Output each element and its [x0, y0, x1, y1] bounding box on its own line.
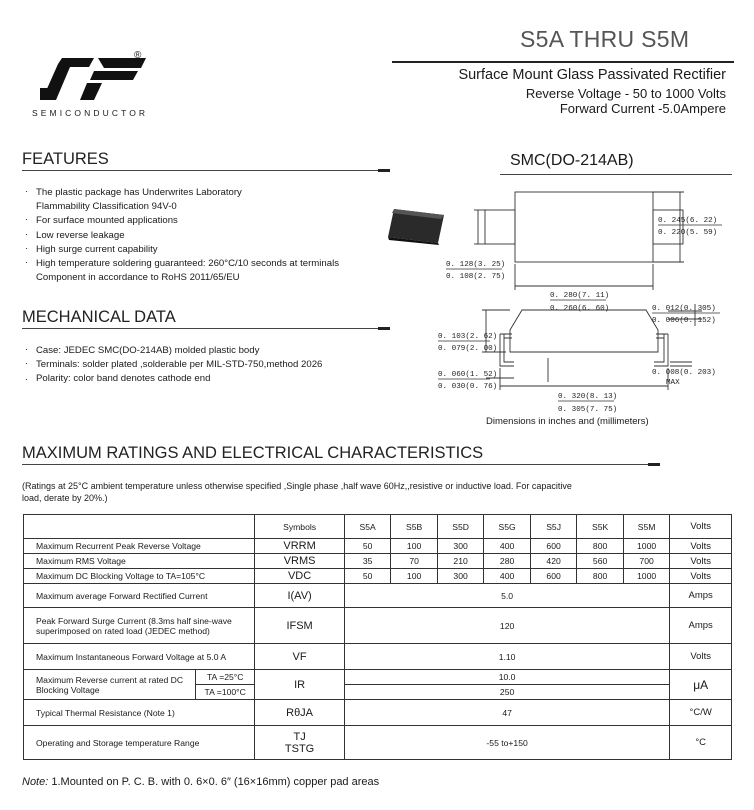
list-item: · Terminals: solder plated ,solderable per MIL-STD-750,method 2026	[25, 358, 323, 371]
list-item: · The plastic package has Underwrites Laboratory	[25, 186, 242, 198]
table-row: Typical Thermal Resistance (Note 1) RθJA 47 °C/W	[24, 700, 732, 726]
dim-label: 0. 008(0. 203)	[652, 369, 716, 377]
product-subtitle: Surface Mount Glass Passivated Rectifier	[458, 67, 726, 83]
list-item: Flammability Classification 94V-0	[36, 201, 177, 213]
dim-label: 0. 280(7. 11)	[550, 292, 610, 300]
dimensions-caption: Dimensions in inches and (millimeters)	[486, 416, 649, 427]
package-title: SMC(DO-214AB)	[510, 152, 634, 169]
header-part: S5K	[577, 515, 624, 539]
table-row: Maximum Recurrent Peak Reverse Voltage VRRM 50 100 300 400 600 800 1000 Volts	[24, 539, 732, 554]
table-row: Peak Forward Surge Current (8.3ms half sine-wave superimposed on rated load (JEDEC method) IFSM 120 Amps	[24, 608, 732, 644]
header-part: S5B	[391, 515, 438, 539]
header-units: Volts	[670, 515, 732, 539]
table-row: Maximum RMS Voltage VRMS 35 70 210 280 420 560 700 Volts	[24, 554, 732, 569]
mechanical-heading: MECHANICAL DATA	[22, 308, 176, 326]
ratings-note: (Ratings at 25°C ambient temperature unless otherwise specified ,Single phase ,half wave 60Hz,,resistive or inductive load. For capacitive load, derate by 20%.)	[22, 481, 572, 503]
list-item: · High surge current capability	[25, 242, 158, 255]
header-part: S5A	[344, 515, 391, 539]
reverse-voltage-spec: Reverse Voltage - 50 to 1000 Volts	[525, 86, 726, 101]
footnote: Note: 1.Mounted on P. C. B. with 0. 6×0. 6″ (16×16mm) copper pad areas	[22, 776, 380, 788]
list-item: · High temperature soldering guaranteed: 260°C/10 seconds at terminals	[25, 257, 340, 270]
package-dimension-drawing	[430, 182, 730, 418]
part-range-title: S5A THRU S5M	[520, 26, 690, 52]
features-rule-tick	[378, 169, 390, 172]
table-row: Operating and Storage temperature Range TJ TSTG -55 to+150 °C	[24, 726, 732, 760]
list-item: · Low reverse leakage	[25, 228, 125, 241]
list-item: · For surface mounted applications	[25, 214, 178, 227]
dim-label: 0. 260(6. 60)	[550, 305, 610, 313]
features-rule	[22, 170, 390, 171]
dim-label: 0. 012(0. 305)	[652, 305, 716, 313]
header-part: S5M	[623, 515, 670, 539]
ratings-heading: MAXIMUM RATINGS AND ELECTRICAL CHARACTERISTICS	[22, 444, 484, 462]
dim-label: 0. 320(8. 13)	[558, 393, 618, 401]
mechanical-list	[22, 344, 402, 387]
ratings-rule-tick	[648, 463, 660, 466]
table-row: Maximum DC Blocking Voltage to TA=105°C VDC 50 100 300 400 600 800 1000 Volts	[24, 569, 732, 584]
list-item: . Polarity: color band denotes cathode end	[25, 372, 211, 385]
dim-label: 0. 006(0. 152)	[652, 317, 716, 325]
features-heading: FEATURES	[22, 150, 109, 168]
header-rule	[392, 61, 734, 63]
registered-mark: ®	[134, 50, 142, 61]
package-rule	[500, 174, 732, 175]
mechanical-rule-tick	[378, 327, 390, 330]
ratings-table	[23, 514, 732, 760]
list-item: Component in accordance to RoHS 2011/65/EU	[36, 272, 240, 284]
table-header-row	[24, 515, 732, 539]
header-symbols: Symbols	[255, 515, 345, 539]
temp-symbol-tj: TJ	[293, 730, 306, 743]
dim-label: 0. 103(2. 62)	[438, 333, 498, 341]
features-list	[22, 186, 382, 285]
list-item: · Case: JEDEC SMC(DO-214AB) molded plastic body	[25, 344, 260, 356]
dim-label: 0. 108(2. 75)	[446, 273, 506, 281]
company-name: SEMICONDUCTOR	[32, 108, 149, 118]
dim-label: 0. 079(2. 00)	[438, 345, 498, 353]
dim-label: 0. 128(3. 25)	[446, 261, 506, 269]
dim-label: 0. 305(7. 75)	[558, 406, 618, 414]
table-row: TA =100°C 250	[24, 685, 732, 700]
table-row: Maximum Reverse current at rated DC Blocking Voltage TA =25°C IR 10.0 μA	[24, 670, 732, 685]
dim-label: 0. 060(1. 52)	[438, 371, 498, 379]
dim-label: MAX	[666, 379, 680, 387]
dim-label: 0. 220(5. 59)	[658, 229, 718, 237]
company-logo-icon	[40, 58, 148, 100]
mechanical-rule	[22, 328, 390, 329]
table-row: Maximum average Forward Rectified Current I(AV) 5.0 Amps	[24, 584, 732, 608]
dim-label: 0. 245(6. 22)	[658, 217, 718, 225]
temp-symbol-tstg: TSTG	[284, 742, 315, 755]
ratings-rule	[22, 464, 658, 465]
table-row: Maximum Instantaneous Forward Voltage at 5.0 A VF 1.10 Volts	[24, 644, 732, 670]
header-part: S5J	[530, 515, 577, 539]
header-part: S5G	[484, 515, 531, 539]
header-part: S5D	[437, 515, 484, 539]
dim-label: 0. 030(0. 76)	[438, 383, 498, 391]
forward-current-spec: Forward Current -5.0Ampere	[559, 101, 726, 116]
